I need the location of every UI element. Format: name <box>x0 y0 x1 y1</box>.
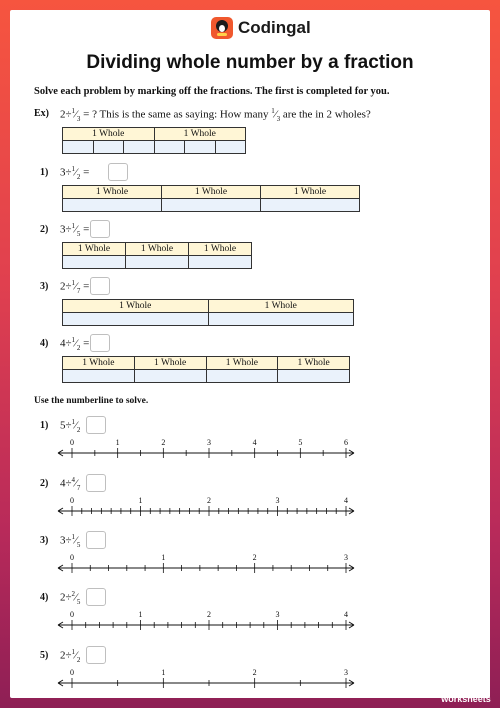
fraction-numerator: 2 <box>71 590 76 598</box>
tick-label: 3 <box>344 553 348 562</box>
tick-label: 3 <box>207 438 211 447</box>
numberline-problem-number: 2) <box>40 478 49 489</box>
fraction-denominator: 2 <box>76 425 81 434</box>
worksheet <box>10 10 490 698</box>
fraction-segment[interactable] <box>63 370 135 382</box>
fraction-bar <box>62 242 252 269</box>
answer-box[interactable] <box>86 416 106 434</box>
tick-label: 0 <box>70 496 74 505</box>
whole-label: 1 Whole <box>126 243 189 255</box>
tick-label: 4 <box>344 496 348 505</box>
fraction-denominator: 5 <box>76 229 81 238</box>
fraction-segment[interactable] <box>63 313 209 325</box>
whole-label: 1 Whole <box>203 244 237 254</box>
whole-label: 1 Whole <box>207 357 279 369</box>
brand-line-2: worksheets <box>441 694 491 704</box>
tick-label: 3 <box>275 496 280 505</box>
tick-label: 4 <box>252 438 257 447</box>
fraction-segment[interactable] <box>278 370 349 382</box>
numberline-problem-number: 5) <box>40 650 49 661</box>
tick-label: 0 <box>70 668 74 677</box>
whole-label: 1 Whole <box>264 301 297 311</box>
fraction-denominator: 7 <box>76 286 81 295</box>
problem-expression: $3\div^1⁄_5$ = <box>60 222 90 238</box>
tick-label: 1 <box>138 610 143 619</box>
whole-label: 1 Whole <box>183 129 216 139</box>
fraction-segment[interactable] <box>126 256 189 268</box>
brand-watermark <box>436 686 496 704</box>
fraction-segment[interactable] <box>189 256 251 268</box>
whole-label: 1 Whole <box>293 187 327 197</box>
fraction-numerator: 1 <box>71 279 76 287</box>
fraction-segment[interactable] <box>94 141 125 153</box>
problem-number: 3) <box>40 281 49 292</box>
whole-number: 3 <box>60 223 66 236</box>
answer-box[interactable] <box>108 163 128 181</box>
fraction-bar <box>62 356 350 383</box>
whole-number: 2 <box>60 280 66 293</box>
whole-label: 1 Whole <box>297 358 330 368</box>
tick-label: 5 <box>298 438 303 447</box>
number-line[interactable] <box>54 606 374 632</box>
tick-label: 2 <box>252 668 257 677</box>
answer-box[interactable] <box>86 646 106 664</box>
tick-label: 3 <box>344 668 348 677</box>
answer-box[interactable] <box>86 588 106 606</box>
whole-number: 4 <box>60 337 66 350</box>
fraction-segment[interactable] <box>209 313 354 325</box>
whole-label: 1 Whole <box>162 186 261 198</box>
fraction-segment[interactable] <box>135 370 207 382</box>
logo-text: Codingal <box>238 18 311 37</box>
tick-label: 6 <box>344 438 348 447</box>
whole-label: 1 Whole <box>63 128 155 140</box>
example-frac-den-2: 3 <box>276 114 281 123</box>
tick-label: 2 <box>161 438 166 447</box>
fraction-segment[interactable] <box>124 141 155 153</box>
fraction-segment[interactable] <box>261 199 359 211</box>
fraction-segment[interactable] <box>162 199 261 211</box>
tick-label: 2 <box>207 610 211 619</box>
fraction-bar <box>62 299 354 326</box>
numberline-expression: $5\div^1⁄_2$ <box>60 418 81 434</box>
fraction-denominator: 5 <box>76 540 81 549</box>
number-line[interactable] <box>54 664 374 690</box>
instructions-numberline: Use the numberline to solve. <box>34 396 149 406</box>
whole-number: 2 <box>60 649 66 662</box>
fraction-numerator: 1 <box>71 418 76 426</box>
example-label: Ex) <box>34 108 49 119</box>
problem-number: 2) <box>40 224 49 235</box>
tick-label: 3 <box>275 610 280 619</box>
fraction-segment[interactable] <box>63 199 162 211</box>
fraction-segment[interactable] <box>185 141 216 153</box>
answer-box[interactable] <box>86 531 106 549</box>
numberline-expression: $2\div^2⁄_5$ <box>60 590 81 606</box>
answer-box[interactable] <box>90 220 110 238</box>
brand-line-1: TOP <box>458 686 474 695</box>
tick-label: 0 <box>70 610 74 619</box>
fraction-numerator: 1 <box>71 222 76 230</box>
fraction-numerator: 1 <box>71 165 76 173</box>
fraction-numerator: 4 <box>71 476 76 484</box>
problem-expression: $4\div^1⁄_2$ = <box>60 336 90 352</box>
tick-label: 0 <box>70 553 74 562</box>
fraction-bar <box>62 127 246 154</box>
problem-expression: $2\div^1⁄_7$ = <box>60 279 90 295</box>
logo <box>10 17 490 43</box>
instructions-marking: Solve each problem by marking off the fractions. The first is completed for you. <box>34 86 390 97</box>
numberline-expression: $3\div^1⁄_5$ <box>60 533 81 549</box>
fraction-numerator: 1 <box>71 336 76 344</box>
number-line[interactable] <box>54 434 374 460</box>
tick-label: 2 <box>207 496 211 505</box>
tick-label: 1 <box>138 496 143 505</box>
fraction-segment[interactable] <box>63 141 94 153</box>
fraction-numerator: 1 <box>71 648 76 656</box>
fraction-denominator: 5 <box>76 597 81 606</box>
fraction-segment[interactable] <box>216 141 246 153</box>
tick-label: 1 <box>161 668 166 677</box>
tick-label: 1 <box>161 553 166 562</box>
tick-label: 1 <box>115 438 120 447</box>
tick-label: 2 <box>252 553 257 562</box>
whole-label: 1 Whole <box>63 357 135 369</box>
tick-label: 4 <box>344 610 348 619</box>
example-text-2: are the in 2 wholes? <box>282 108 371 121</box>
fraction-denominator: 7 <box>76 483 81 492</box>
whole-number: 3 <box>60 534 66 547</box>
penguin-logo-icon <box>211 17 233 39</box>
numberline-expression: $4\div^4⁄_7$ <box>60 476 81 492</box>
fraction-denominator: 2 <box>76 655 81 664</box>
example-expression: $2\div^1⁄_3$ = ? This is the same as saying: How many $^1⁄_3$ are the in 2 wholes? <box>60 107 371 123</box>
divide-sign: ÷ <box>65 108 72 121</box>
example-frac-num: 1 <box>71 107 76 115</box>
whole-number: 4 <box>60 477 66 490</box>
whole-number: 3 <box>60 166 66 179</box>
fraction-bar <box>62 185 360 212</box>
fraction-denominator: 2 <box>76 172 81 181</box>
example-whole: 2 <box>60 108 66 121</box>
example-text: = ? This is the same as saying: How many <box>83 108 269 121</box>
fraction-numerator: 1 <box>71 533 76 541</box>
example-frac-num-2: 1 <box>271 107 275 115</box>
answer-box[interactable] <box>90 334 110 352</box>
numberline-problem-number: 4) <box>40 592 49 603</box>
whole-label: 1 Whole <box>63 243 126 255</box>
fraction-segment[interactable] <box>63 256 126 268</box>
problem-number: 4) <box>40 338 49 349</box>
whole-label: 1 Whole <box>63 186 162 198</box>
whole-label: 1 Whole <box>135 357 207 369</box>
number-line[interactable] <box>54 492 374 518</box>
whole-label: 1 Whole <box>63 300 209 312</box>
answer-box[interactable] <box>90 277 110 295</box>
fraction-denominator: 2 <box>76 343 81 352</box>
problem-number: 1) <box>40 167 49 178</box>
fraction-segment[interactable] <box>155 141 186 153</box>
numberline-problem-number: 3) <box>40 535 49 546</box>
fraction-segment[interactable] <box>207 370 279 382</box>
whole-number: 2 <box>60 591 66 604</box>
page-title: Dividing whole number by a fraction <box>86 52 414 73</box>
problem-expression: $3\div^1⁄_2$ = <box>60 165 90 181</box>
example-frac-den: 3 <box>76 114 81 123</box>
numberline-expression: $2\div^1⁄_2$ <box>60 648 81 664</box>
number-line[interactable] <box>54 549 374 575</box>
tick-label: 0 <box>70 438 74 447</box>
whole-number: 5 <box>60 419 66 432</box>
answer-box[interactable] <box>86 474 106 492</box>
numberline-problem-number: 1) <box>40 420 49 431</box>
